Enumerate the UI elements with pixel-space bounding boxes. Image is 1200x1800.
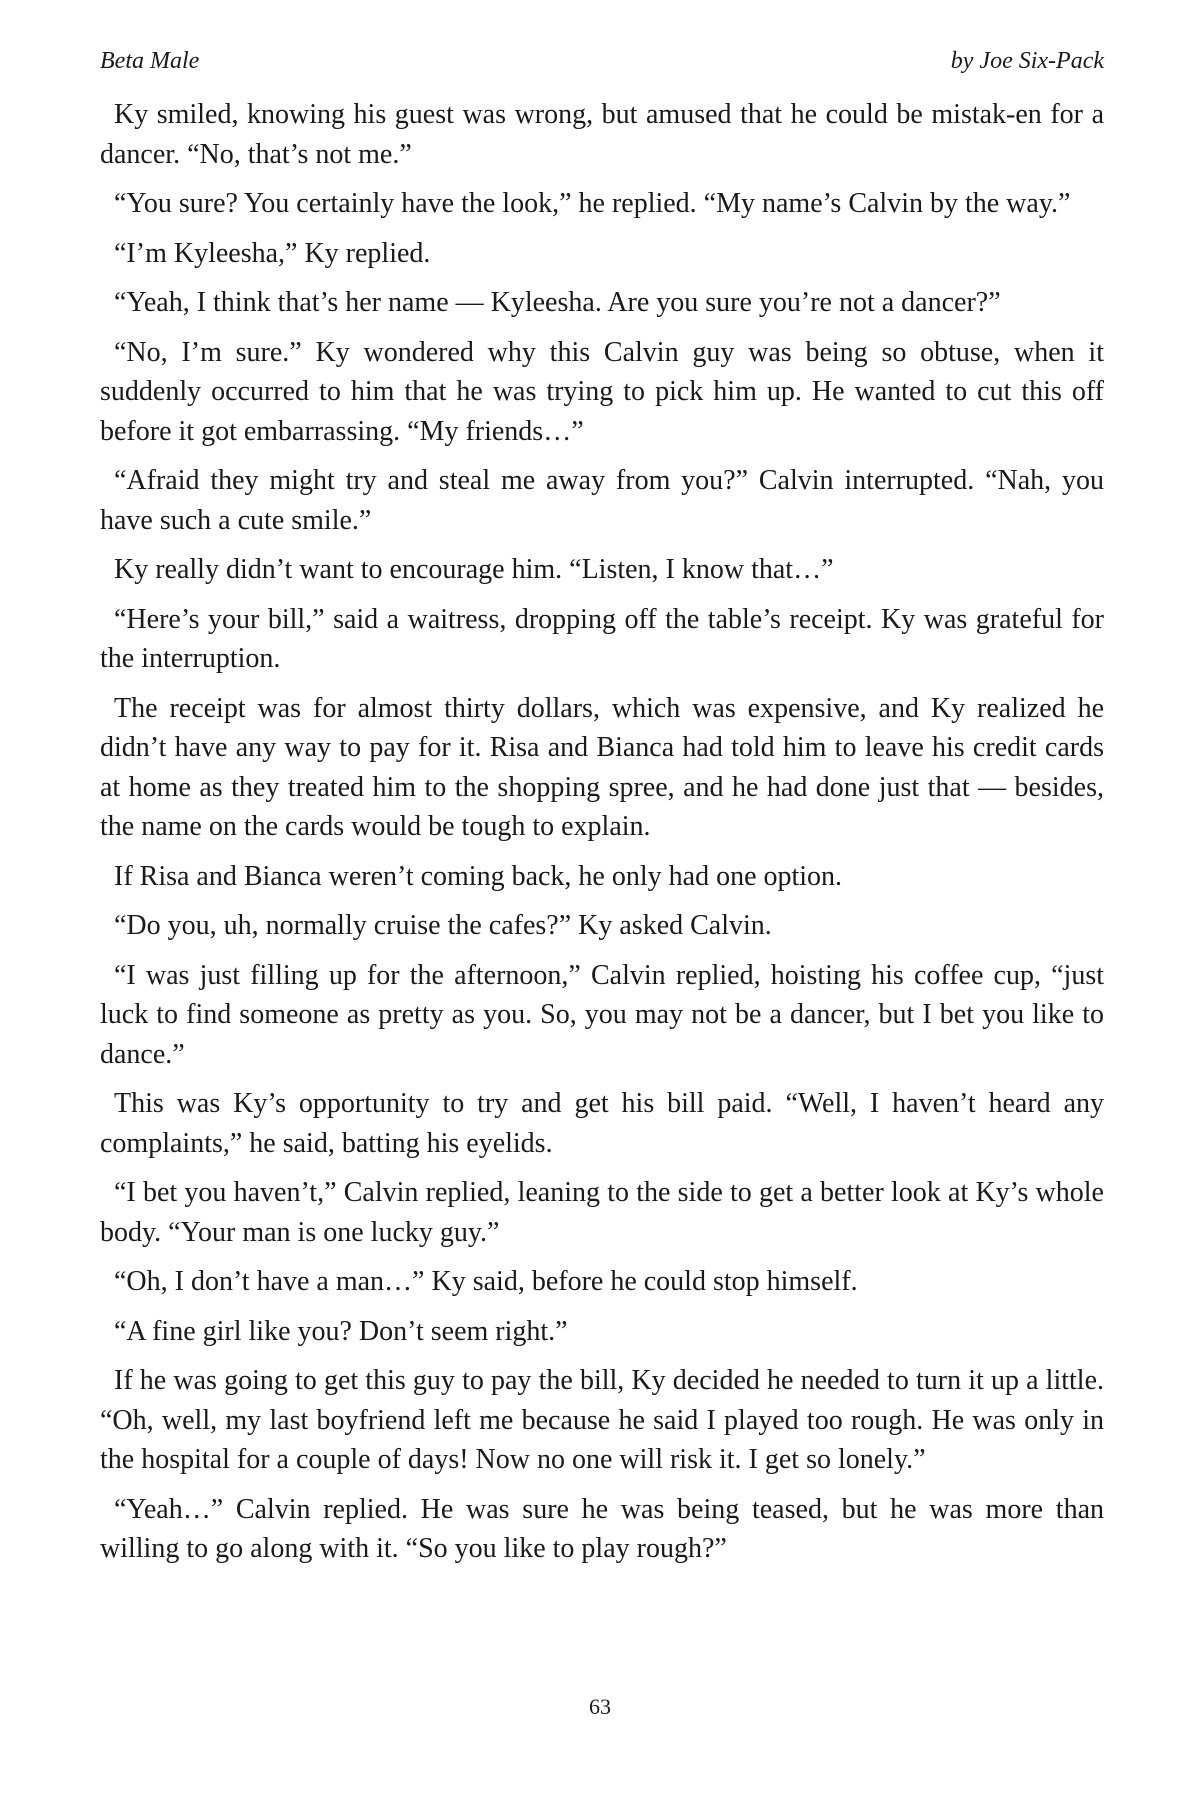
paragraph: Ky smiled, knowing his guest was wrong, but amused that he could be mistak-en for a dancer. “No, that’s not me.”	[100, 99, 1104, 170]
paragraph: “You sure? You certainly have the look,” he replied. “My name’s Calvin by the way.”	[114, 188, 1071, 219]
paragraph: “Afraid they might try and steal me away from you?” Calvin interrupted. “Nah, you have such a cute smile.”	[100, 465, 1104, 536]
paragraph: “Yeah…” Calvin replied. He was sure he was being teased, but he was more than willing to go along with it. “So you like to play rough?”	[100, 1493, 1104, 1564]
paragraph: “Oh, I don’t have a man…” Ky said, before he could stop himself.	[114, 1266, 858, 1297]
paragraph: If he was going to get this guy to pay the bill, Ky decided he needed to turn it up a little. “Oh, well, my last boyfriend left me because he said I played too rough. He was only in the hospital for a couple of days! Now no one will risk it. I get so lonely.”	[100, 1365, 1104, 1475]
running-header	[100, 44, 1104, 78]
paragraph: “Do you, uh, normally cruise the cafes?” Ky asked Calvin.	[114, 910, 772, 941]
paragraph: “I’m Kyleesha,” Ky replied.	[114, 237, 431, 269]
author-line: by Joe Six-Pack	[950, 48, 1104, 74]
paragraph: “No, I’m sure.” Ky wondered why this Calvin guy was being so obtuse, when it suddenly occurred to him that he was trying to pick him up. He wanted to cut this off before it got embarrassing. “My friends…”	[100, 336, 1104, 447]
paragraph: “I was just filling up for the afternoon,” Calvin replied, hoisting his coffee cup, “just luck to find someone as pretty as you. So, you may not be a dancer, but I bet you like to dance.”	[100, 959, 1104, 1070]
paragraph: If Risa and Bianca weren’t coming back, he only had one option.	[114, 860, 843, 892]
paragraph: The receipt was for almost thirty dollars, which was expensive, and Ky realized he didn’t have any way to pay for it. Risa and Bianca had told him to leave his credit cards at home as they treated him to the shopping spree, and he had done just that — besides, the name on the cards would be tough to explain.	[100, 692, 1104, 842]
body-text	[100, 95, 1104, 1579]
paragraph: “A fine girl like you? Don’t seem right.”	[114, 1315, 568, 1347]
book-title: Beta Male	[100, 48, 200, 74]
paragraph: Ky really didn’t want to encourage him. “Listen, I know that…”	[114, 554, 834, 585]
paragraph: “Yeah, I think that’s her name — Kyleesha. Are you sure you’re not a dancer?”	[114, 287, 1001, 318]
page-number: 63	[589, 1694, 611, 1719]
paragraph: “Here’s your bill,” said a waitress, dropping off the table’s receipt. Ky was grateful for the interruption.	[100, 603, 1104, 674]
paragraph: This was Ky’s opportunity to try and get his bill paid. “Well, I haven’t heard any complaints,” he said, batting his eyelids.	[100, 1088, 1104, 1159]
paragraph: “I bet you haven’t,” Calvin replied, leaning to the side to get a better look at Ky’s whole body. “Your man is one lucky guy.”	[100, 1177, 1104, 1248]
